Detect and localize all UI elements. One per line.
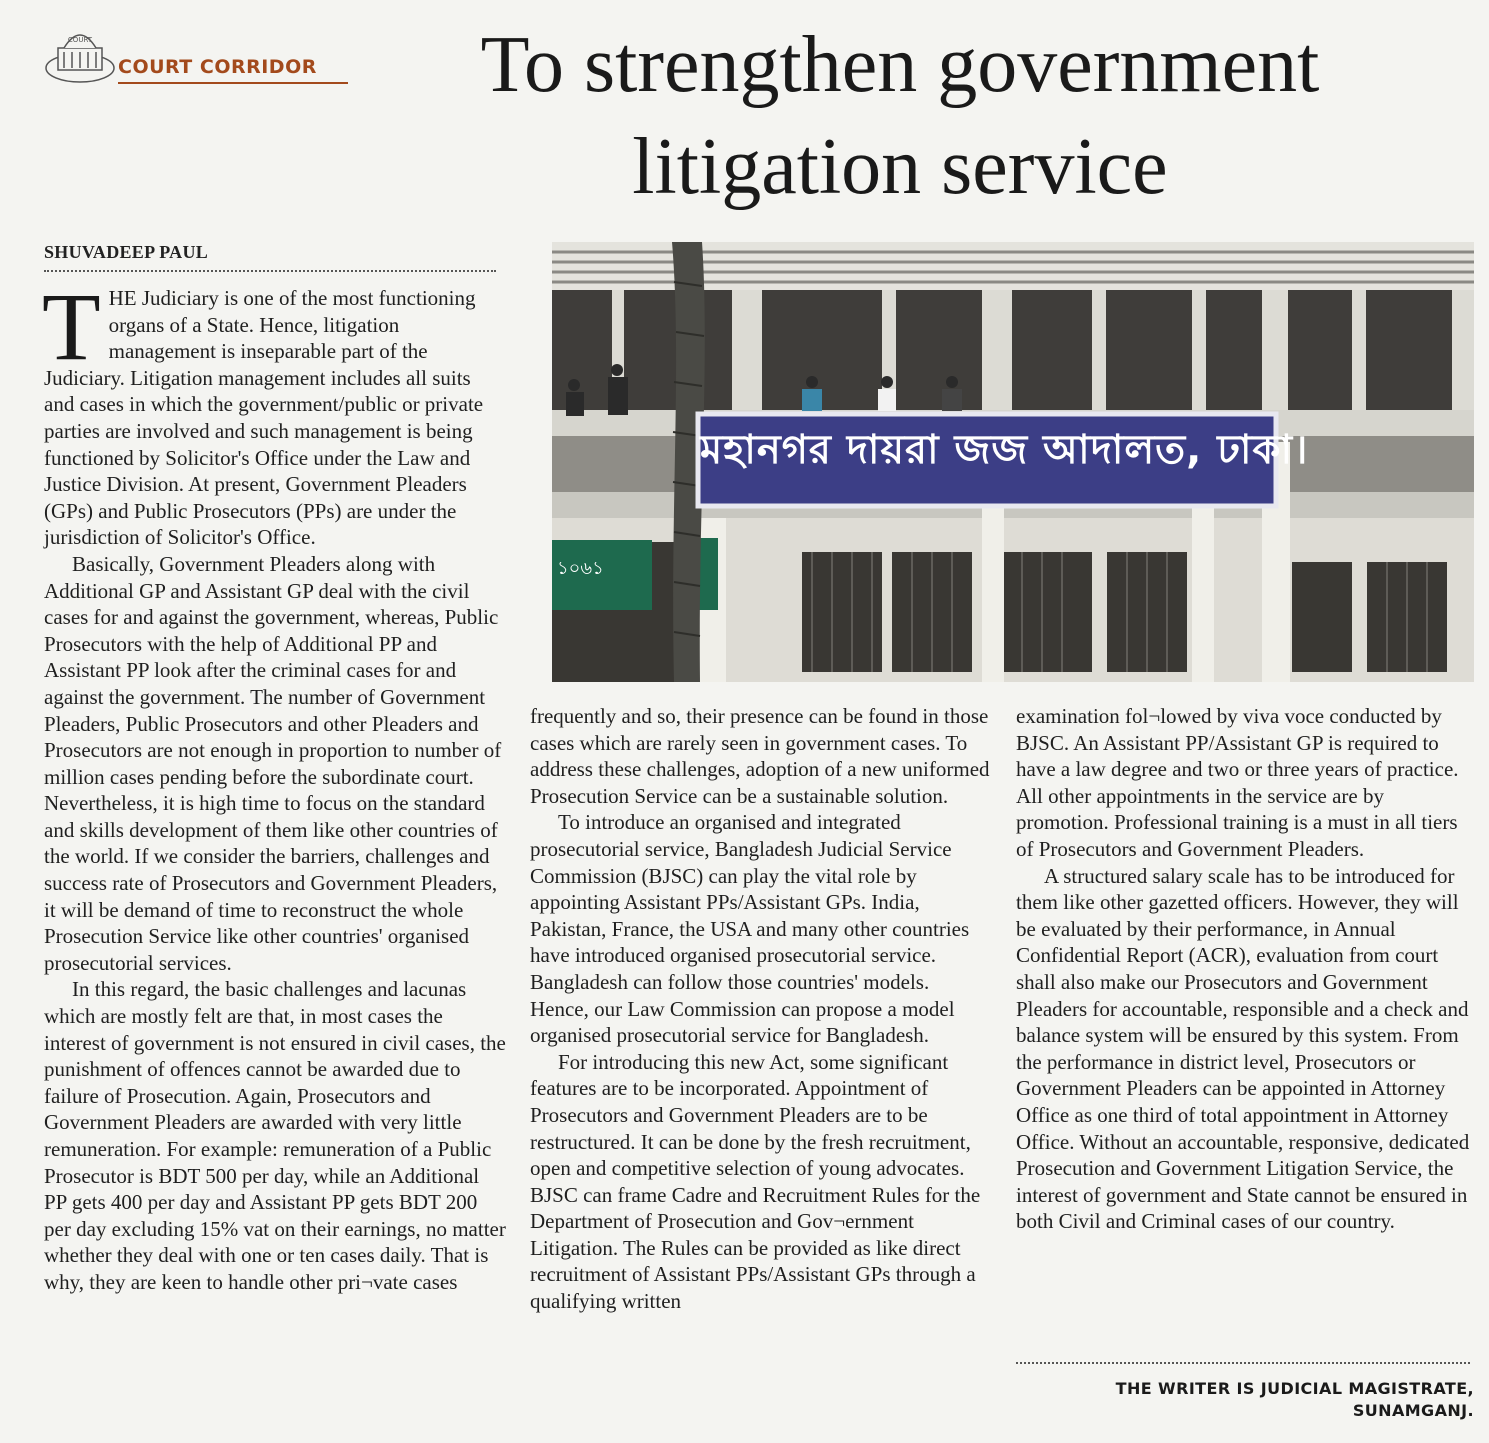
notice-number: ১০৬১	[557, 558, 604, 579]
article-column-2	[530, 703, 992, 1315]
logo-caption: COURT	[67, 36, 93, 44]
writer-note-line-2: SUNAMGANJ.	[1352, 1401, 1474, 1420]
headline-line-2: litigation service	[632, 123, 1168, 211]
section-label: COURT CORRIDOR	[118, 56, 317, 78]
writer-note	[1016, 1378, 1474, 1422]
headline-line-1: To strengthen government	[480, 21, 1320, 109]
drop-cap: T	[42, 273, 101, 380]
headline	[340, 14, 1460, 218]
article-paragraph-4: frequently and so, their presence can be found in those cases which are rarely seen in government cases. To address these challenges, adoption of a new uniformed Prosecution Service can be a sustainable solution.	[530, 704, 990, 808]
courthouse-icon	[44, 18, 124, 88]
article-end-divider	[1016, 1362, 1470, 1364]
article-paragraph-6: For introducing this new Act, some significant features are to be incorporated. Appointment of Prosecutors and Government Pleaders are to be restructured. It can be done by the fresh recruitment, open and competitive selection of young advocates. BJSC can frame Cadre and Recruitment Rules for the Department of Prosecution and Gov¬ernment Litigation. The Rules can be provided as like direct recruitment of Assistant PPs/Assistant GPs through a qualifying written	[530, 1049, 981, 1314]
byline: SHUVADEEP PAUL	[44, 242, 209, 262]
writer-note-line-1: THE WRITER IS JUDICIAL MAGISTRATE,	[1115, 1379, 1474, 1398]
article-paragraph-5: To introduce an organised and integrated prosecutorial service, Bangladesh Judicial Service Commission (BJSC) can play the vital role by appointing Assistant PPs/Assistant GPs. India, Pakistan, France, the USA and many other countries have introduced organised prosecutorial service. Bangladesh can follow those countries' models. Hence, our Law Commission can propose a model organised prosecutorial service for Bangladesh.	[530, 810, 970, 1048]
article-paragraph-8: A structured salary scale has to be introduced for them like other gazetted officers. However, they will be evaluated by their performance, in Annual Confidential Report (ACR), evaluation from court shall also make our Prosecutors and Government Pleaders for accountable, responsible and a check and balance system will be ensured by this system. From the performance in district level, Prosecutors or Government Pleaders can be appointed in Attorney Office as one third of total appointment in Attorney Office. Without an accountable, responsive, dedicated Prosecution and Government Litigation Service, the interest of government and State cannot be ensured in both Civil and Criminal cases of our country.	[1016, 863, 1470, 1234]
article-paragraph-7: examination fol¬lowed by viva voce conducted by BJSC. An Assistant PP/Assistant GP is required to have a law degree and two or three years of practice. All other appointments in the service are by promotion. Professional training is a must in all tiers of Prosecutors and Government Pleaders.	[1016, 704, 1459, 861]
section-logo	[44, 18, 317, 88]
article-column-1	[42, 273, 506, 1296]
article-paragraph-2: Basically, Government Pleaders along with Additional GP and Assistant GP deal with the civil cases for and against the government, whereas, Public Prosecutors with the help of Additional PP and Assistant PP look after the criminal cases for and against the government. The number of Government Pleaders, Public Prosecutors and other Pleaders and Prosecutors are not enough in proportion to number of million cases pending before the subordinate court. Nevertheless, it is high time to focus on the standard and skills development of them like other countries of the world. If we consider the barriers, challenges and success rate of Prosecutors and Government Pleaders, it will be demand of time to reconstruct the whole Prosecution Service like other countries' organised prosecutorial services.	[44, 551, 502, 975]
byline-divider	[44, 270, 496, 272]
section-underline	[118, 82, 348, 84]
article-column-3	[1016, 703, 1476, 1235]
article-paragraph-3: In this regard, the basic challenges and lacunas which are mostly felt are that, in most cases the interest of government is not ensured in civil cases, the punishment of offences cannot be awarded due to failure of Prosecution. Again, Prosecutors and Government Pleaders are awarded with very little remuneration. For example: remuneration of a Public Prosecutor is BDT 500 per day, while an Additional PP gets 400 per day and Assistant PP gets BDT 200 per day excluding 15% vat on their earnings, no matter whether they deal with one or ten cases daily. That is why, they are keen to handle other pri¬vate cases	[44, 977, 506, 1294]
court-name-banner-text: মহানগর দায়রা জজ আদালত, ঢাকা।	[700, 427, 1309, 473]
article-paragraph-1: THE Judiciary is one of the most functioning organs of a State. Hence, litigation management is inseparable part of the Judiciary. Litigation management includes all suits and cases in which the government/public or private parties are involved and such management is being functioned by Solicitor's Office under the Law and Justice Division. At present, Government Pleaders (GPs) and Public Prosecutors (PPs) are under the jurisdiction of Solicitor's Office.	[42, 273, 484, 550]
